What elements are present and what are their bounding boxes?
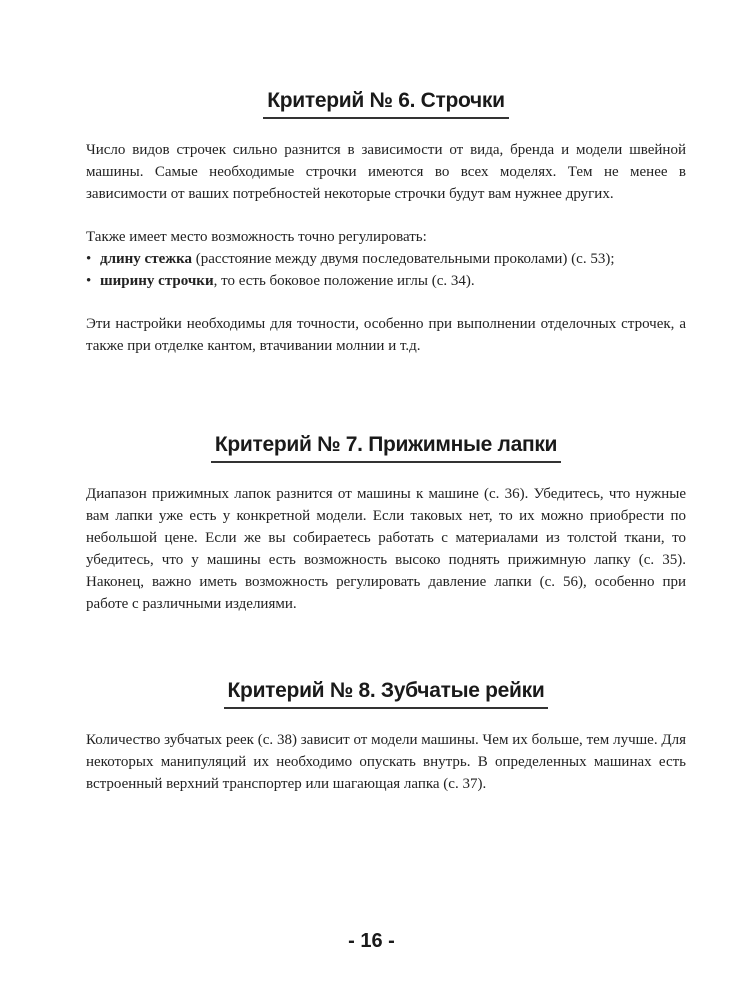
bullet-item bbox=[86, 248, 686, 270]
heading-wrap bbox=[86, 432, 686, 463]
bullet-text: (расстояние между двумя последовательными проколами) (с. 53); bbox=[192, 251, 615, 267]
heading-wrap bbox=[86, 88, 686, 119]
bullet-item bbox=[86, 270, 686, 292]
body-paragraph: Количество зубчатых реек (с. 38) зависит от модели машины. Чем их больше, тем лучше. Для некоторых манипуляций их необходимо опускать внутрь. В определенных машинах есть встроенный верхний транспортер или шагающая лапка (с. 37). bbox=[86, 732, 686, 792]
section-criterion-7 bbox=[86, 432, 686, 615]
page-number: - 16 - bbox=[348, 930, 395, 952]
section-criterion-8 bbox=[86, 678, 686, 795]
heading-wrap bbox=[86, 678, 686, 709]
bullet-text: , то есть боковое положение иглы (с. 34). bbox=[213, 273, 475, 289]
bullet-list bbox=[86, 248, 686, 292]
bullet-term: ширину строчки bbox=[100, 273, 214, 289]
list-intro: Также имеет место возможность точно регулировать: bbox=[86, 229, 427, 245]
body-paragraph: Эти настройки необходимы для точности, особенно при выполнении отделочных строчек, а также при отделке кантом, втачивании молнии и т.д. bbox=[86, 316, 686, 354]
paragraph-gap bbox=[86, 292, 686, 313]
section-heading: Критерий № 6. Строчки bbox=[263, 88, 509, 119]
body-paragraph: Число видов строчек сильно разнится в зависимости от вида, бренда и модели швейной машины. Самые необходимые строчки имеются во всех моделях. Тем не менее в зависимости от ваших потребностей некоторые строчки будут вам нужнее других. bbox=[86, 142, 686, 202]
section-heading: Критерий № 8. Зубчатые рейки bbox=[224, 678, 549, 709]
section-heading: Критерий № 7. Прижимные лапки bbox=[211, 432, 561, 463]
body-paragraph: Диапазон прижимных лапок разнится от машины к машине (с. 36). Убедитесь, что нужные вам лапки уже есть у конкретной модели. Если таковых нет, то их можно приобрести по небольшой цене. Если же вы собираетесь работать с материалами из толстой ткани, то убедитесь, что у машины есть возможность высоко поднять прижимную лапку (с. 35). Наконец, важно иметь возможность регулировать давление лапки (с. 56), особенно при работе с различными изделиями. bbox=[86, 486, 686, 612]
bullet-term: длину стежка bbox=[100, 251, 193, 267]
paragraph-gap bbox=[86, 205, 686, 226]
section-criterion-6 bbox=[86, 88, 686, 357]
